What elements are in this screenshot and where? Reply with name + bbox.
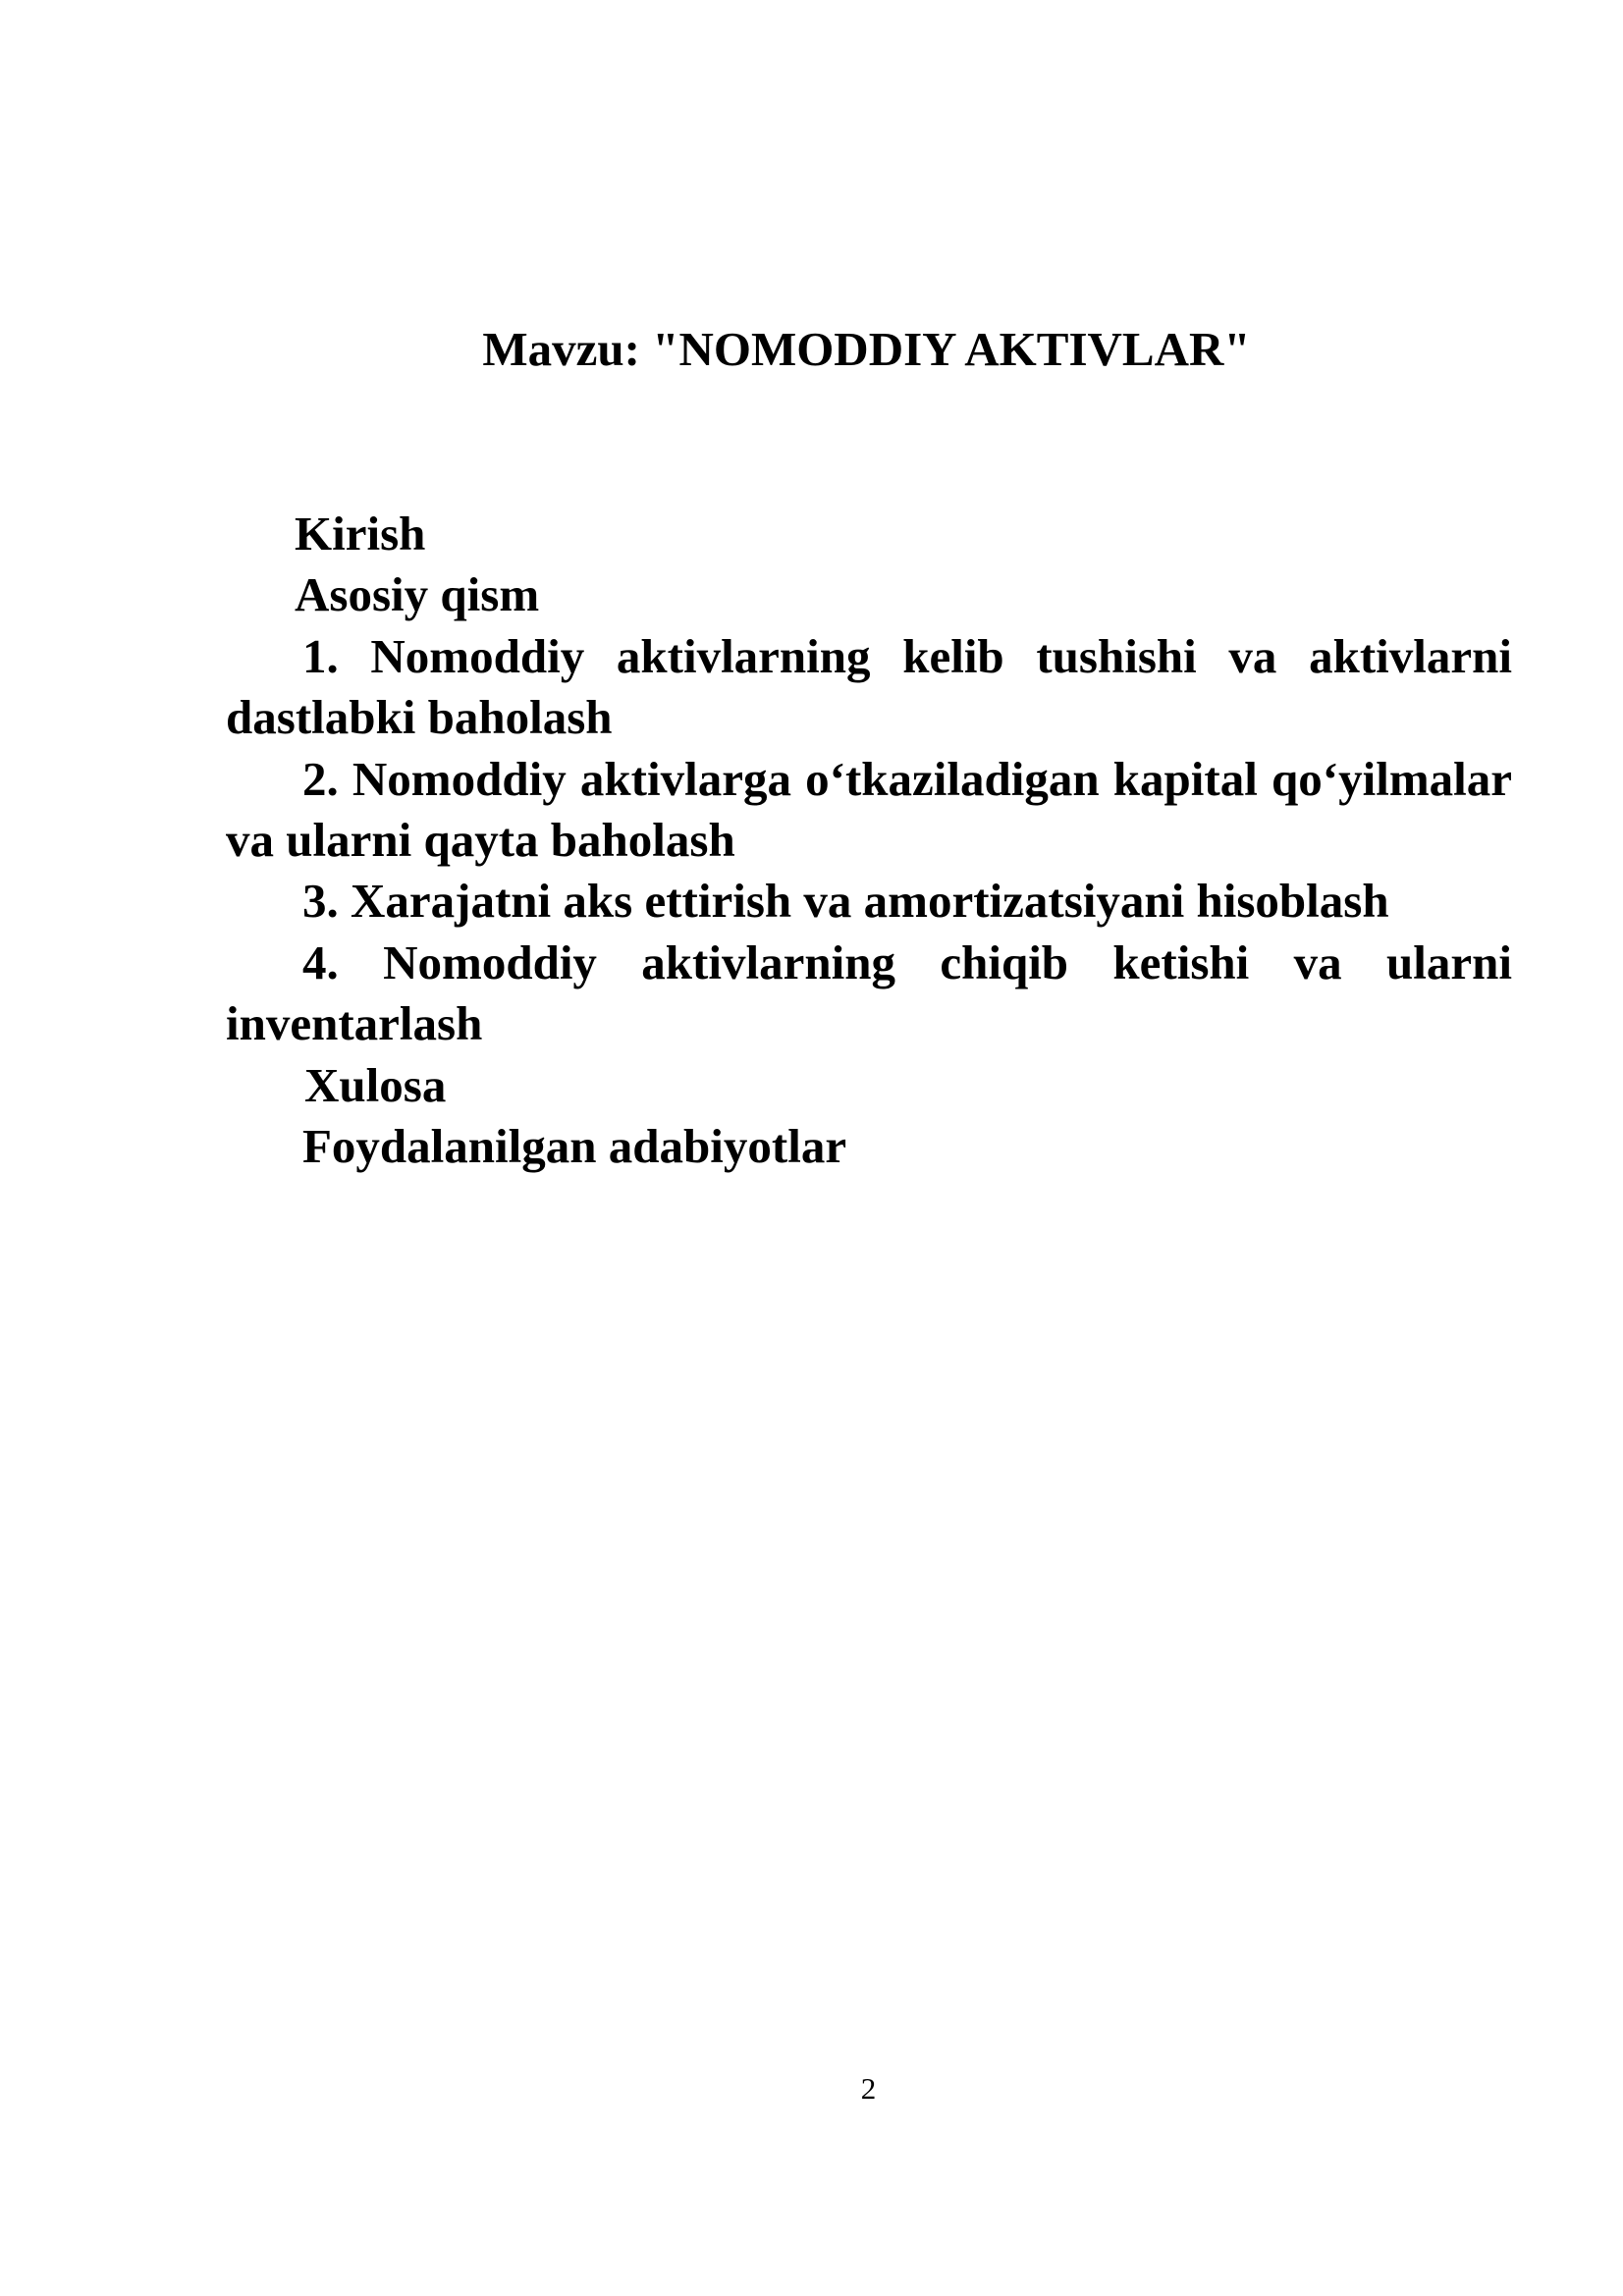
toc-main-part: Asosiy qism (295, 567, 540, 622)
toc-item-3: 3. Xarajatni aks ettirish va amortizatsiyani hisoblash (302, 874, 1389, 929)
page-title: Mavzu: "NOMODDIY AKTIVLAR" (482, 322, 1251, 376)
table-of-contents (226, 504, 1512, 1177)
toc-item-2: 2. Nomoddiy aktivlarga o‘tkaziladigan kapital qo‘yilmalar va ularni qayta baholash (226, 751, 1512, 868)
page-number: 2 (860, 2071, 877, 2106)
toc-intro: Kirish (295, 507, 426, 561)
toc-references: Foydalanilgan adabiyotlar (302, 1119, 847, 1174)
toc-item-4: 4. Nomoddiy aktivlarning chiqib ketishi va ularni inventarlash (226, 934, 1512, 1051)
toc-item-1: 1. Nomoddiy aktivlarning kelib tushishi va aktivlarni dastlabki baholash (226, 628, 1512, 745)
toc-conclusion: Xulosa (304, 1057, 447, 1112)
